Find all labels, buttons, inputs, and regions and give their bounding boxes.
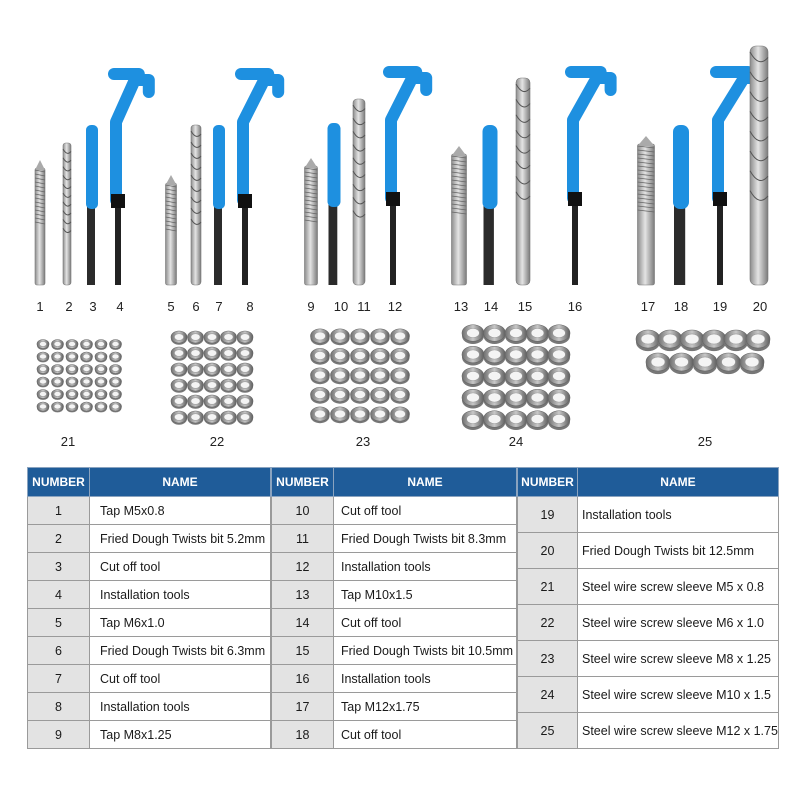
- item-number: 2: [28, 525, 90, 553]
- item-name: Cut off tool: [334, 497, 517, 525]
- item-name: Steel wire screw sleeve M8 x 1.25: [578, 641, 779, 677]
- item-name: Fried Dough Twists bit 10.5mm: [334, 637, 517, 665]
- item-number: 5: [28, 609, 90, 637]
- drill-bit: [516, 78, 530, 285]
- item-number: 23: [518, 641, 578, 677]
- item-name: Tap M5x0.8: [90, 497, 271, 525]
- cut-off-tool: [328, 123, 341, 285]
- tool-number-label: 7: [215, 299, 223, 314]
- table-row: [518, 713, 779, 749]
- item-name: Installation tools: [90, 693, 271, 721]
- installation-tool: [386, 72, 426, 285]
- tool-number-label: 17: [640, 299, 656, 314]
- table-row: [28, 581, 271, 609]
- item-name: Installation tools: [334, 665, 517, 693]
- table-row: [518, 641, 779, 677]
- item-name: Installation tools: [90, 581, 271, 609]
- tool-number-label: 10: [333, 299, 349, 314]
- tool-number-label: 2: [65, 299, 73, 314]
- item-number: 21: [518, 569, 578, 605]
- table-row: [272, 525, 517, 553]
- table-row: [272, 637, 517, 665]
- drill-bit: [63, 143, 71, 285]
- table-row: [272, 665, 517, 693]
- item-number: 1: [28, 497, 90, 525]
- table-row: [272, 609, 517, 637]
- item-name: Steel wire screw sleeve M10 x 1.5: [578, 677, 779, 713]
- item-name: Steel wire screw sleeve M5 x 0.8: [578, 569, 779, 605]
- table-row: [28, 553, 271, 581]
- item-number: 15: [272, 637, 334, 665]
- item-name: Tap M8x1.25: [90, 721, 271, 749]
- tool-number-label: 19: [712, 299, 728, 314]
- item-number: 22: [518, 605, 578, 641]
- item-number: 6: [28, 637, 90, 665]
- table-row: [28, 665, 271, 693]
- tool-number-label: 20: [752, 299, 768, 314]
- table-row: [28, 637, 271, 665]
- tap: [35, 160, 45, 285]
- table-row: [518, 605, 779, 641]
- coil-number-label: 21: [60, 434, 76, 449]
- coil-insert-group: [171, 331, 253, 425]
- coil-insert-group: [311, 329, 410, 423]
- drill-bit: [750, 46, 768, 285]
- coil-insert-group: [646, 353, 764, 374]
- name-header: NAME: [578, 468, 779, 497]
- table-row: [28, 693, 271, 721]
- cut-off-tool: [673, 125, 689, 285]
- item-number: 9: [28, 721, 90, 749]
- name-header: NAME: [90, 468, 271, 497]
- coil-insert-group: [462, 325, 570, 430]
- table-row: [272, 553, 517, 581]
- item-number: 12: [272, 553, 334, 581]
- tool-number-label: 18: [673, 299, 689, 314]
- cut-off-tool: [483, 125, 498, 285]
- item-name: Cut off tool: [90, 553, 271, 581]
- item-number: 16: [272, 665, 334, 693]
- item-name: Steel wire screw sleeve M12 x 1.75: [578, 713, 779, 749]
- installation-tool: [568, 72, 611, 285]
- item-name: Steel wire screw sleeve M6 x 1.0: [578, 605, 779, 641]
- tool-number-label: 8: [246, 299, 254, 314]
- item-number: 4: [28, 581, 90, 609]
- coil-insert-group: [37, 340, 122, 413]
- drill-bit: [353, 99, 365, 285]
- item-name: Tap M6x1.0: [90, 609, 271, 637]
- item-name: Installation tools: [334, 553, 517, 581]
- item-name: Cut off tool: [334, 721, 517, 749]
- table-row: [272, 721, 517, 749]
- tool-number-label: 9: [307, 299, 315, 314]
- item-number: 18: [272, 721, 334, 749]
- tool-number-label: 15: [517, 299, 533, 314]
- item-number: 19: [518, 497, 578, 533]
- installation-tool: [238, 74, 278, 285]
- tap: [638, 136, 655, 285]
- cut-off-tool: [213, 125, 225, 285]
- tool-number-label: 6: [192, 299, 200, 314]
- coil-number-label: 25: [697, 434, 713, 449]
- table-row: [518, 533, 779, 569]
- tool-number-label: 11: [357, 299, 371, 314]
- tool-number-label: 1: [36, 299, 44, 314]
- tap: [452, 146, 467, 285]
- number-header: NUMBER: [272, 468, 334, 497]
- parts-table-column-3: [517, 467, 779, 749]
- item-name: Cut off tool: [90, 665, 271, 693]
- tool-number-label: 5: [167, 299, 175, 314]
- tap: [166, 175, 177, 285]
- item-name: Fried Dough Twists bit 12.5mm: [578, 533, 779, 569]
- table-row: [272, 693, 517, 721]
- table-row: [518, 569, 779, 605]
- item-number: 7: [28, 665, 90, 693]
- tool-number-label: 16: [567, 299, 583, 314]
- item-name: Tap M10x1.5: [334, 581, 517, 609]
- item-name: Installation tools: [578, 497, 779, 533]
- table-row: [272, 581, 517, 609]
- item-name: Fried Dough Twists bit 6.3mm: [90, 637, 271, 665]
- parts-table-column-2: [271, 467, 517, 749]
- installation-tool: [111, 74, 149, 285]
- coil-number-label: 22: [209, 434, 225, 449]
- item-name: Fried Dough Twists bit 8.3mm: [334, 525, 517, 553]
- table-row: [28, 497, 271, 525]
- number-header: NUMBER: [28, 468, 90, 497]
- table-row: [518, 497, 779, 533]
- table-row: [28, 525, 271, 553]
- item-name: Fried Dough Twists bit 5.2mm: [90, 525, 271, 553]
- tool-number-label: 4: [116, 299, 124, 314]
- tool-number-label: 3: [89, 299, 97, 314]
- item-number: 14: [272, 609, 334, 637]
- drill-bit: [191, 125, 201, 285]
- item-number: 11: [272, 525, 334, 553]
- table-row: [28, 721, 271, 749]
- item-number: 10: [272, 497, 334, 525]
- item-number: 25: [518, 713, 578, 749]
- item-number: 17: [272, 693, 334, 721]
- coil-number-label: 24: [508, 434, 524, 449]
- item-number: 8: [28, 693, 90, 721]
- tool-number-label: 12: [387, 299, 403, 314]
- table-row: [518, 677, 779, 713]
- table-row: [272, 497, 517, 525]
- item-name: Cut off tool: [334, 609, 517, 637]
- tool-number-label: 13: [453, 299, 469, 314]
- name-header: NAME: [334, 468, 517, 497]
- item-number: 20: [518, 533, 578, 569]
- item-name: Tap M12x1.75: [334, 693, 517, 721]
- tap: [305, 158, 318, 285]
- table-row: [28, 609, 271, 637]
- cut-off-tool: [86, 125, 98, 285]
- item-number: 24: [518, 677, 578, 713]
- coil-number-label: 23: [355, 434, 371, 449]
- item-number: 3: [28, 553, 90, 581]
- number-header: NUMBER: [518, 468, 578, 497]
- tool-number-label: 14: [483, 299, 499, 314]
- item-number: 13: [272, 581, 334, 609]
- coil-insert-group: [636, 330, 770, 351]
- parts-table-column-1: [27, 467, 271, 749]
